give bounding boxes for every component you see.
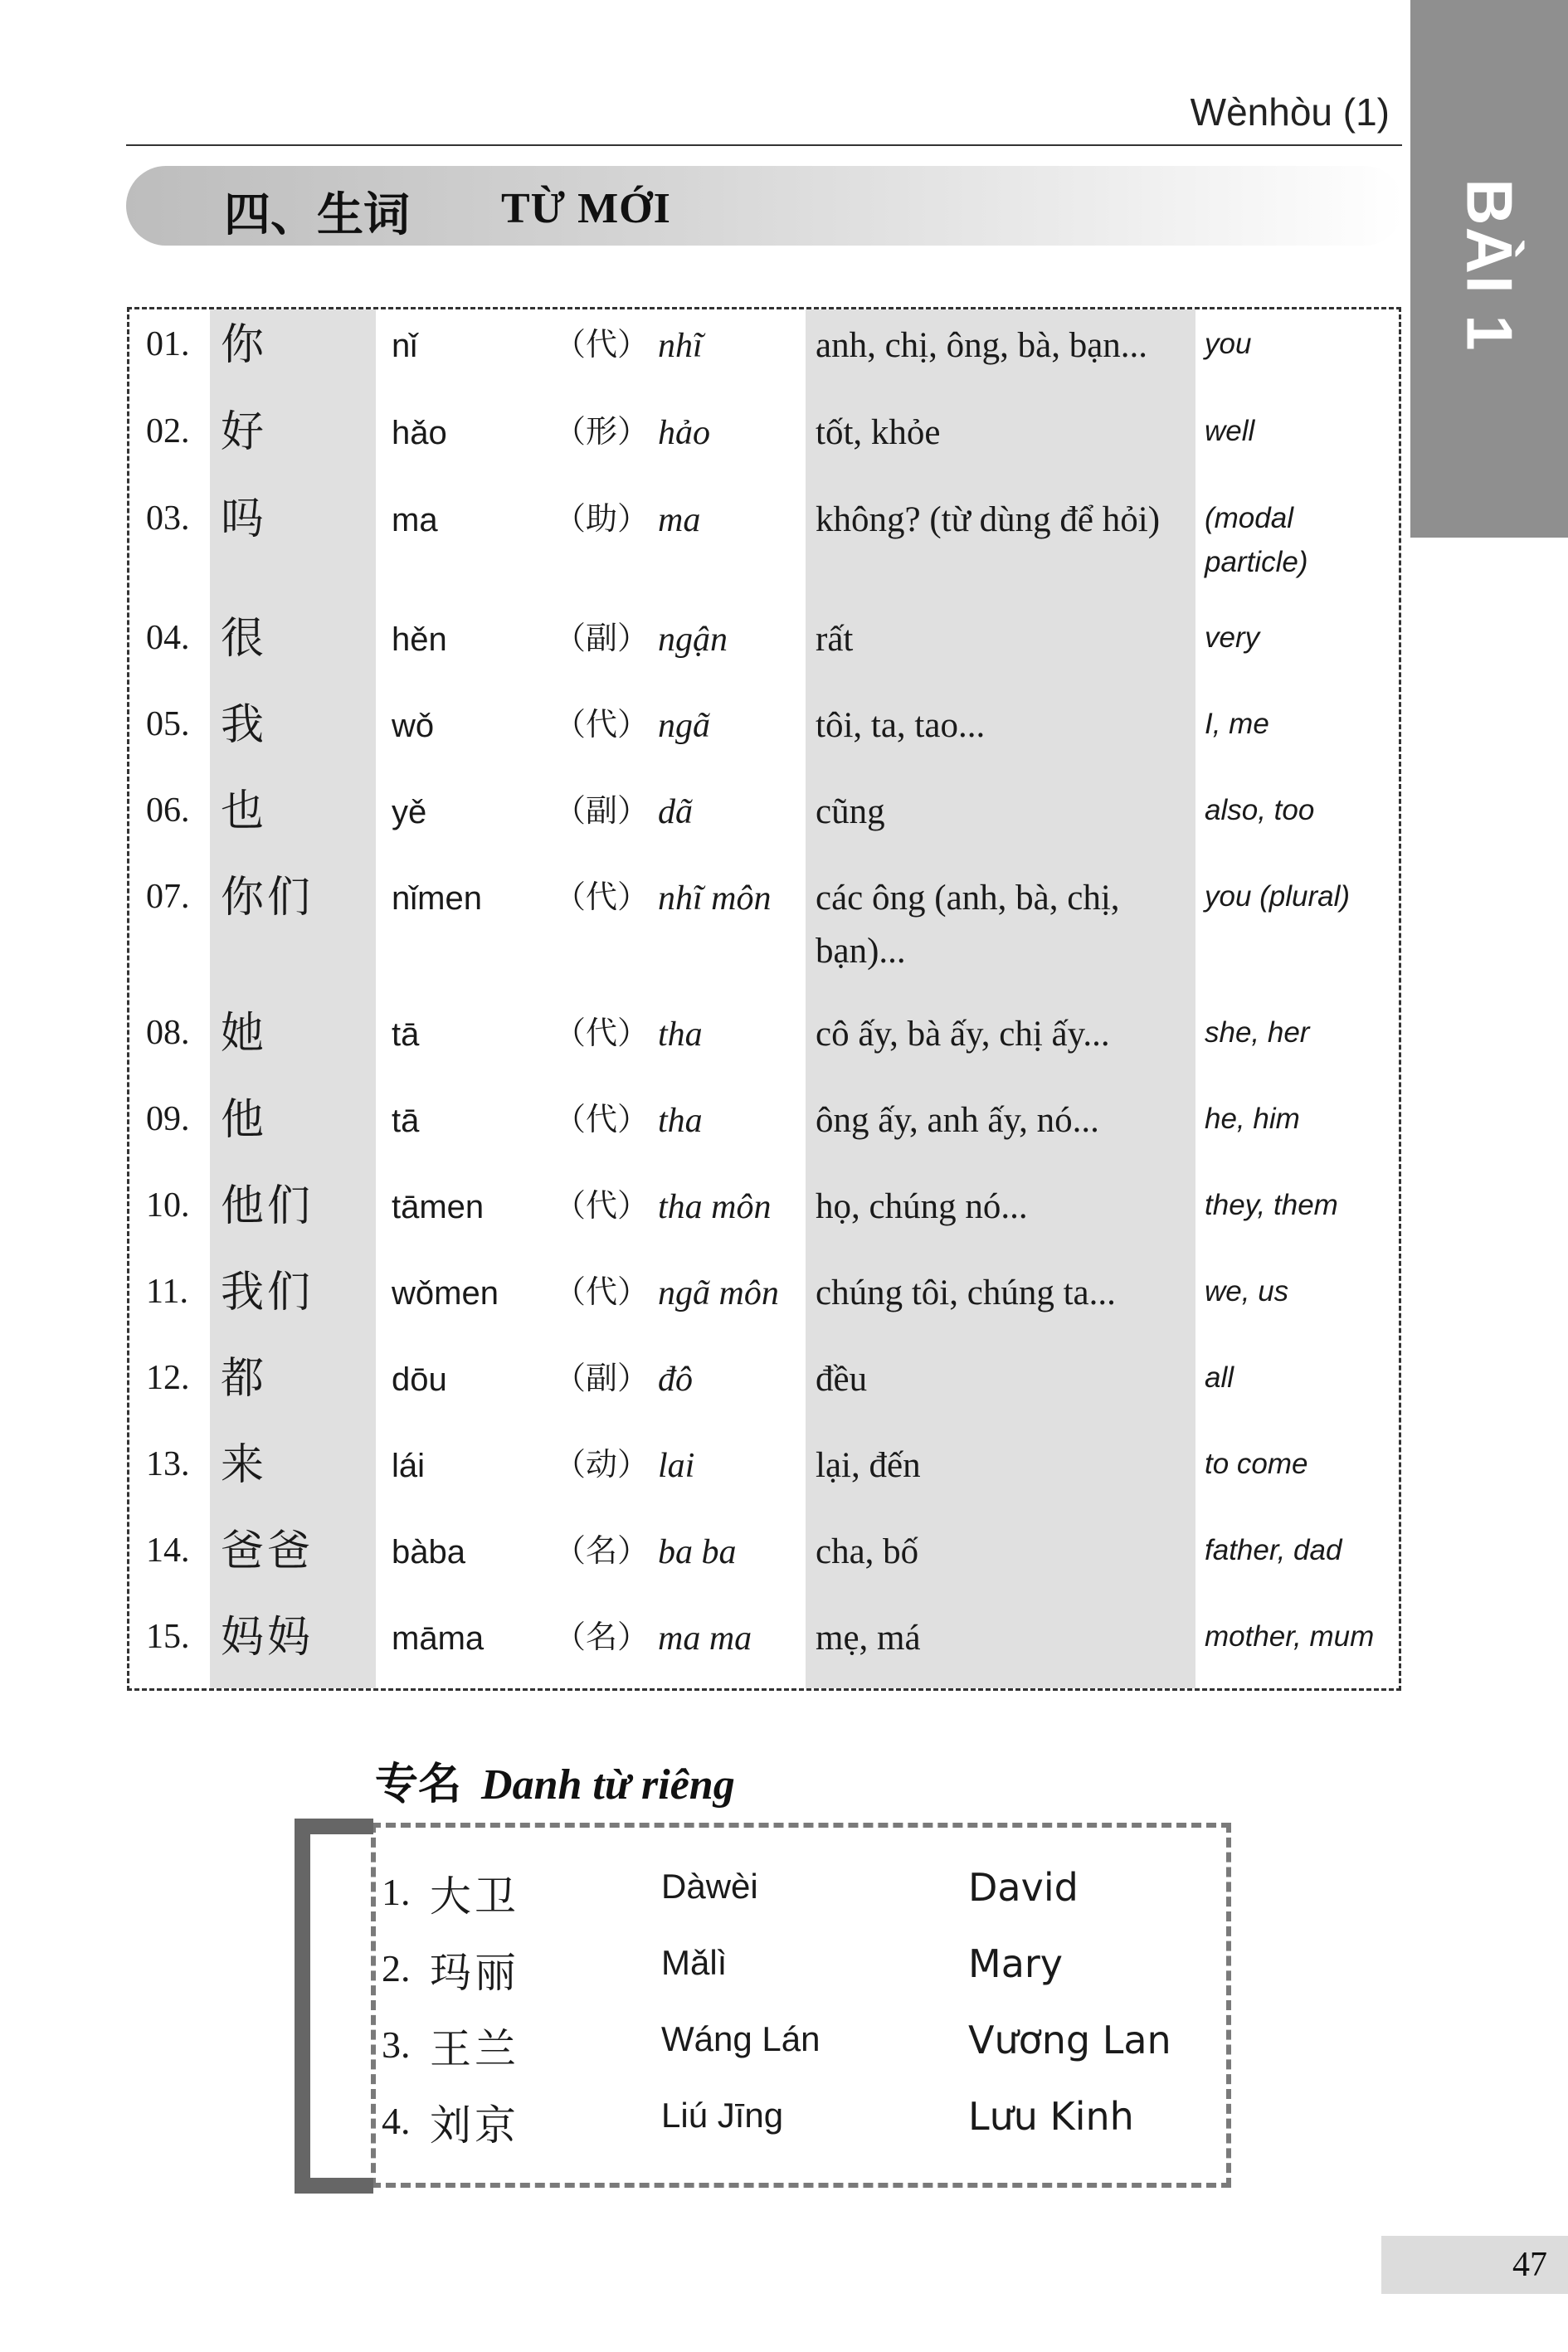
proper-noun-number: 2. <box>382 1947 411 1989</box>
vocab-number: 11. <box>146 1273 188 1311</box>
vocab-pinyin: tā <box>392 1016 420 1053</box>
vocab-vietnamese: chúng tôi, chúng ta... <box>816 1273 1116 1312</box>
vocab-english: I, me <box>1205 708 1269 740</box>
lesson-label: BÀI 1 <box>1453 178 1527 353</box>
vocab-number: 13. <box>146 1445 190 1483</box>
vocab-part-of-speech: （代） <box>554 1187 650 1224</box>
vocab-vietnamese: anh, chị, ông, bà, bạn... <box>816 326 1148 365</box>
vocab-part-of-speech: （动） <box>554 1446 650 1483</box>
proper-noun-row <box>0 2092 1568 2159</box>
vocab-number: 06. <box>146 791 190 830</box>
vocab-english: all <box>1205 1361 1234 1394</box>
vocab-part-of-speech: （助） <box>554 500 650 537</box>
proper-noun-hanzi: 玛丽 <box>430 1949 519 1997</box>
section-title-chinese: 四、生词 <box>224 187 410 242</box>
proper-noun-pinyin: Mǎlì <box>661 1943 728 1982</box>
vocab-hanviet: ngã môn <box>658 1274 779 1312</box>
vocab-pinyin: lái <box>392 1448 426 1484</box>
vocab-part-of-speech: （代） <box>554 706 650 743</box>
vocab-part-of-speech: （形） <box>554 413 650 450</box>
proper-noun-number: 4. <box>382 2100 411 2142</box>
proper-noun-pinyin: Wáng Lán <box>661 2019 821 2058</box>
vocab-english: you (plural) <box>1205 880 1351 913</box>
vocab-hanviet: ma <box>658 501 701 539</box>
vocab-english: father, dad <box>1205 1534 1342 1566</box>
vocab-hanzi: 你们 <box>221 873 314 923</box>
vocab-vietnamese: ông ấy, anh ấy, nó... <box>816 1101 1099 1140</box>
vocab-vietnamese: họ, chúng nó... <box>816 1187 1028 1226</box>
vocab-hanzi: 我们 <box>221 1268 314 1317</box>
proper-nouns-title <box>375 1749 735 1811</box>
vocab-part-of-speech: （代） <box>554 326 650 363</box>
vocab-number: 12. <box>146 1359 190 1397</box>
vocab-pinyin: māma <box>392 1620 485 1657</box>
vocab-hanzi: 爸爸 <box>221 1527 314 1576</box>
vocab-number: 03. <box>146 499 190 538</box>
proper-noun-number: 3. <box>382 2023 411 2066</box>
page-number-box <box>1381 2236 1568 2294</box>
vocab-vietnamese: các ông (anh, bà, chị, bạn)... <box>816 879 1120 971</box>
proper-noun-number: 1. <box>382 1871 411 1913</box>
vocab-vietnamese: đều <box>816 1360 868 1399</box>
vocab-english: she, her <box>1205 1016 1310 1049</box>
vocab-hanviet: lai <box>658 1447 695 1485</box>
vocab-hanviet: nhĩ môn <box>658 879 772 918</box>
vocab-hanzi: 妈妈 <box>221 1613 314 1663</box>
vocab-english: well <box>1205 415 1255 447</box>
vocab-hanviet: dã <box>658 793 693 831</box>
vocab-part-of-speech: （代） <box>554 879 650 915</box>
proper-noun-name: Lưu Kinh <box>968 2094 1134 2139</box>
vocab-hanzi: 我 <box>221 700 268 750</box>
proper-nouns-title-chinese: 专名 <box>375 1759 462 1809</box>
vocab-pinyin: yě <box>392 794 427 830</box>
vocab-vietnamese: tôi, ta, tao... <box>816 706 986 745</box>
vocab-english: mother, mum <box>1205 1620 1375 1653</box>
vocab-english: we, us <box>1205 1275 1289 1307</box>
vocab-vietnamese: mẹ, má <box>816 1619 921 1658</box>
vocab-vietnamese: cũng <box>816 792 885 831</box>
vocab-pinyin: wǒmen <box>392 1275 499 1312</box>
vocab-hanzi: 她 <box>221 1009 268 1059</box>
vocab-pinyin: tāmen <box>392 1189 485 1225</box>
section-banner <box>126 166 1404 246</box>
vocab-number: 04. <box>146 619 190 657</box>
header-rule <box>126 144 1402 146</box>
vocab-part-of-speech: （代） <box>554 1101 650 1137</box>
vocab-english: they, them <box>1205 1189 1338 1221</box>
vocab-part-of-speech: （副） <box>554 620 650 656</box>
proper-noun-pinyin: Dàwèi <box>661 1867 758 1906</box>
vocab-pinyin: dōu <box>392 1361 447 1398</box>
vocab-english: you <box>1205 328 1252 360</box>
proper-noun-name: Vương Lan <box>968 2018 1171 2062</box>
vocab-part-of-speech: （副） <box>554 1360 650 1396</box>
proper-nouns-title-vietnamese: Danh từ riêng <box>481 1761 735 1809</box>
vocab-pinyin: hǎo <box>392 415 447 451</box>
vocab-vietnamese: tốt, khỏe <box>816 413 941 452</box>
vocab-hanviet: tha <box>658 1102 703 1140</box>
vocab-english: very <box>1205 621 1260 654</box>
vocab-hanzi: 都 <box>221 1354 268 1404</box>
vocab-pinyin: tā <box>392 1103 420 1139</box>
vocab-vietnamese: rất <box>816 620 854 659</box>
vocab-hanviet: ma ma <box>658 1619 752 1658</box>
vocab-number: 01. <box>146 325 190 363</box>
vocab-hanzi: 他 <box>221 1095 268 1145</box>
vocab-hanviet: đô <box>658 1361 693 1399</box>
vocab-hanzi: 好 <box>221 407 268 457</box>
vocab-hanviet: ba ba <box>658 1533 737 1571</box>
proper-noun-row <box>0 1940 1568 2006</box>
vocab-vietnamese: cha, bố <box>816 1532 919 1571</box>
vocab-number: 05. <box>146 705 190 743</box>
vocab-hanzi: 也 <box>221 786 268 836</box>
vocab-vietnamese: không? (từ dùng để hỏi) <box>816 500 1161 539</box>
proper-noun-hanzi: 大卫 <box>430 1872 519 1921</box>
vocab-english: (modal particle) <box>1205 502 1308 578</box>
vocab-part-of-speech: （副） <box>554 792 650 829</box>
section-title-vietnamese: TỪ MỚI <box>501 185 671 232</box>
vocab-english: also, too <box>1205 794 1315 826</box>
proper-noun-row <box>0 2016 1568 2082</box>
vocab-hanviet: tha <box>658 1015 703 1054</box>
vocab-vietnamese: lại, đến <box>816 1446 921 1485</box>
vocab-part-of-speech: （代） <box>554 1273 650 1310</box>
proper-noun-name: David <box>968 1865 1079 1910</box>
vocab-number: 10. <box>146 1186 190 1225</box>
vocab-number: 09. <box>146 1100 190 1138</box>
vocab-english: to come <box>1205 1448 1308 1480</box>
proper-noun-hanzi: 刘京 <box>430 2101 519 2150</box>
running-title: Wènhòu (1) <box>1190 90 1390 134</box>
vocab-number: 02. <box>146 412 190 450</box>
proper-noun-hanzi: 王兰 <box>430 2025 519 2073</box>
vocab-hanviet: ngận <box>658 621 728 659</box>
vocab-pinyin: ma <box>392 502 438 538</box>
vocab-pinyin: bàba <box>392 1534 465 1570</box>
vocab-hanzi: 你 <box>221 320 268 370</box>
vocab-hanzi: 他们 <box>221 1181 314 1231</box>
bracket-top <box>295 1819 373 1834</box>
vocab-number: 14. <box>146 1531 190 1570</box>
vocab-part-of-speech: （名） <box>554 1532 650 1569</box>
vocab-hanviet: tha môn <box>658 1188 772 1226</box>
vocab-pinyin: nǐ <box>392 328 418 364</box>
vocab-hanviet: ngã <box>658 707 710 745</box>
vocab-vietnamese: cô ấy, bà ấy, chị ấy... <box>816 1015 1110 1054</box>
vocab-number: 15. <box>146 1618 190 1656</box>
vocab-part-of-speech: （代） <box>554 1015 650 1051</box>
vocabulary-table <box>127 307 1401 1691</box>
vocab-pinyin: hěn <box>392 621 447 658</box>
vocab-number: 08. <box>146 1014 190 1052</box>
vocab-pinyin: wǒ <box>392 708 435 744</box>
vocab-hanzi: 来 <box>221 1440 268 1490</box>
proper-noun-row <box>0 1863 1568 1930</box>
vocab-part-of-speech: （名） <box>554 1619 650 1655</box>
proper-noun-pinyin: Liú Jīng <box>661 2096 784 2135</box>
vocab-number: 07. <box>146 878 190 916</box>
proper-noun-name: Mary <box>968 1941 1064 1986</box>
bracket-bottom <box>295 2178 373 2194</box>
vocab-english: he, him <box>1205 1103 1300 1135</box>
vocab-pinyin: nǐmen <box>392 880 482 917</box>
vocab-hanviet: hảo <box>658 414 710 452</box>
vocab-hanzi: 吗 <box>221 494 268 544</box>
vocab-hanviet: nhĩ <box>658 327 703 365</box>
page-number: 47 <box>1512 2246 1547 2284</box>
vocab-hanzi: 很 <box>221 614 268 664</box>
